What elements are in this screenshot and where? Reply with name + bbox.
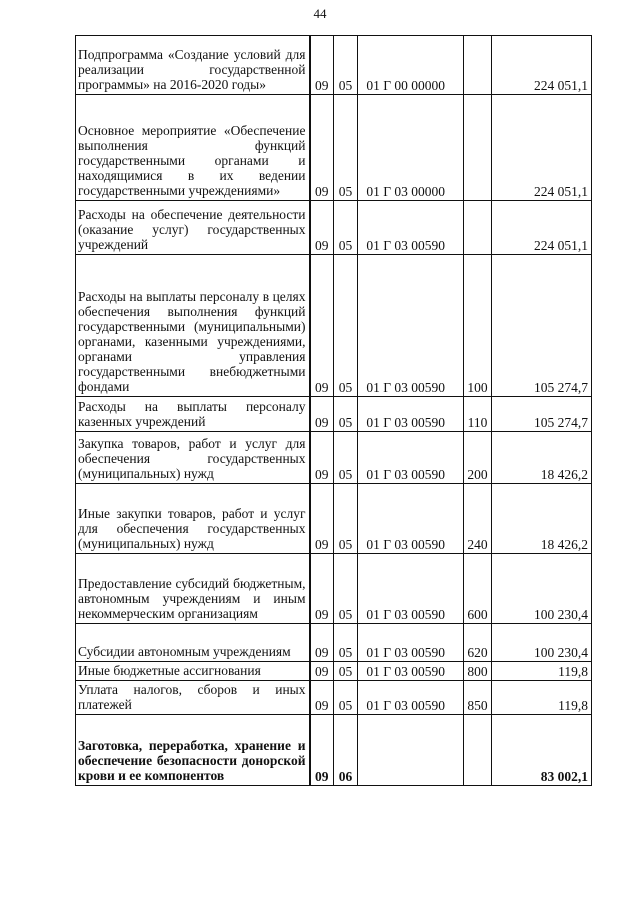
expense-type-cell (464, 36, 492, 95)
table-row (76, 624, 592, 662)
section-code-cell: 09 (310, 662, 334, 681)
expense-type-cell (464, 715, 492, 786)
expense-name-cell: Закупка товаров, работ и услуг для обеспечения государственных (муниципальных) нужд (76, 432, 310, 484)
target-article-cell: 01 Г 03 00590 (358, 484, 464, 554)
expense-type-cell: 200 (464, 432, 492, 484)
target-article-cell: 01 Г 00 00000 (358, 36, 464, 95)
section-code-cell: 09 (310, 36, 334, 95)
table-row (76, 95, 592, 201)
subsection-code-cell: 05 (334, 36, 358, 95)
amount-cell: 224 051,1 (492, 95, 592, 201)
subsection-code-cell: 05 (334, 201, 358, 255)
expense-name-cell: Иные закупки товаров, работ и услуг для обеспечения государственных (муниципальных) нужд (76, 484, 310, 554)
section-code-cell: 09 (310, 201, 334, 255)
expense-type-cell: 850 (464, 681, 492, 715)
expense-name-cell: Расходы на выплаты персоналу в целях обеспечения выполнения функций государственными (муниципальными) органами, казенными учреждениями, органами управления государственными внебюджетными фондами (76, 255, 310, 397)
expense-type-cell (464, 95, 492, 201)
expense-type-cell: 600 (464, 554, 492, 624)
subsection-code-cell: 05 (334, 255, 358, 397)
table-row (76, 681, 592, 715)
expense-name-cell: Основное мероприятие «Обеспечение выполнения функций государственными органами и находящимися в их ведении государственными учреждениями» (76, 95, 310, 201)
amount-cell: 100 230,4 (492, 554, 592, 624)
expense-name-cell: Заготовка, переработка, хранение и обеспечение безопасности донорской крови и ее компонентов (76, 715, 310, 786)
page-number: 44 (313, 6, 327, 21)
table-row (76, 662, 592, 681)
section-code-cell: 09 (310, 681, 334, 715)
target-article-cell: 01 Г 03 00590 (358, 201, 464, 255)
table-row (76, 484, 592, 554)
target-article-cell: 01 Г 03 00590 (358, 432, 464, 484)
table-row (76, 201, 592, 255)
target-article-cell: 01 Г 03 00590 (358, 662, 464, 681)
expense-type-cell: 110 (464, 397, 492, 432)
amount-cell: 105 274,7 (492, 255, 592, 397)
target-article-cell: 01 Г 03 00590 (358, 681, 464, 715)
section-code-cell: 09 (310, 255, 334, 397)
subsection-code-cell: 05 (334, 397, 358, 432)
table-row (76, 432, 592, 484)
section-code-cell: 09 (310, 95, 334, 201)
section-code-cell: 09 (310, 554, 334, 624)
subsection-code-cell: 05 (334, 681, 358, 715)
section-code-cell: 09 (310, 624, 334, 662)
table-row (76, 397, 592, 432)
target-article-cell: 01 Г 03 00590 (358, 554, 464, 624)
amount-cell: 105 274,7 (492, 397, 592, 432)
target-article-cell: 01 Г 03 00590 (358, 624, 464, 662)
subsection-code-cell: 05 (334, 432, 358, 484)
amount-cell: 119,8 (492, 681, 592, 715)
expense-name-cell: Иные бюджетные ассигнования (76, 662, 310, 681)
budget-table-body (76, 36, 592, 786)
amount-cell: 224 051,1 (492, 36, 592, 95)
subsection-code-cell: 05 (334, 95, 358, 201)
amount-cell: 83 002,1 (492, 715, 592, 786)
amount-cell: 224 051,1 (492, 201, 592, 255)
amount-cell: 18 426,2 (492, 432, 592, 484)
target-article-cell (358, 715, 464, 786)
section-code-cell: 09 (310, 715, 334, 786)
expense-name-cell: Уплата налогов, сборов и иных платежей (76, 681, 310, 715)
subsection-code-cell: 06 (334, 715, 358, 786)
target-article-cell: 01 Г 03 00590 (358, 255, 464, 397)
expense-type-cell: 240 (464, 484, 492, 554)
table-row (76, 554, 592, 624)
expense-name-cell: Подпрограмма «Создание условий для реализации государственной программы» на 2016-2020 годы» (76, 36, 310, 95)
expense-type-cell: 100 (464, 255, 492, 397)
subsection-code-cell: 05 (334, 554, 358, 624)
section-code-cell: 09 (310, 484, 334, 554)
expense-type-cell (464, 201, 492, 255)
expense-name-cell: Субсидии автономным учреждениям (76, 624, 310, 662)
subsection-code-cell: 05 (334, 624, 358, 662)
subsection-code-cell: 05 (334, 662, 358, 681)
budget-table (75, 35, 592, 786)
expense-name-cell: Предоставление субсидий бюджетным, автономным учреждениям и иным некоммерческим организациям (76, 554, 310, 624)
table-row (76, 715, 592, 786)
amount-cell: 18 426,2 (492, 484, 592, 554)
table-row (76, 36, 592, 95)
subsection-code-cell: 05 (334, 484, 358, 554)
expense-type-cell: 800 (464, 662, 492, 681)
expense-name-cell: Расходы на выплаты персоналу казенных учреждений (76, 397, 310, 432)
section-code-cell: 09 (310, 397, 334, 432)
section-code-cell: 09 (310, 432, 334, 484)
expense-type-cell: 620 (464, 624, 492, 662)
target-article-cell: 01 Г 03 00000 (358, 95, 464, 201)
amount-cell: 100 230,4 (492, 624, 592, 662)
target-article-cell: 01 Г 03 00590 (358, 397, 464, 432)
expense-name-cell: Расходы на обеспечение деятельности (оказание услуг) государственных учреждений (76, 201, 310, 255)
amount-cell: 119,8 (492, 662, 592, 681)
table-row (76, 255, 592, 397)
